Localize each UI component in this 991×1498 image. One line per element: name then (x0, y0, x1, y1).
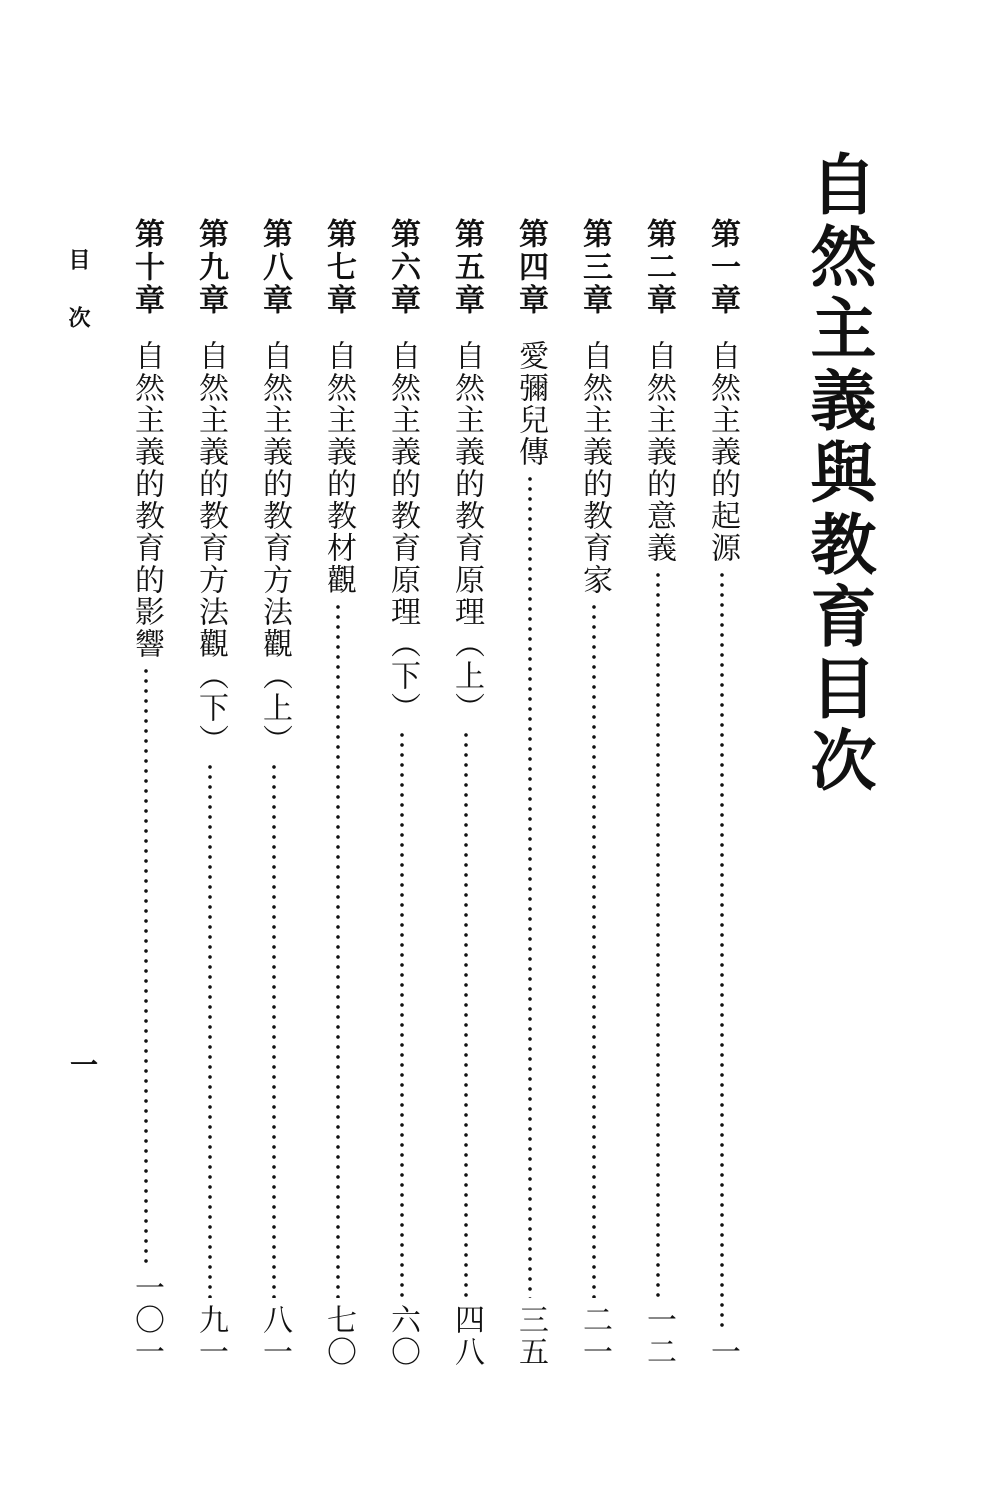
dot-leader (464, 730, 468, 1298)
chapter-title: 愛彌兒傳 (513, 340, 548, 468)
chapter-number: 第九章 (193, 218, 228, 317)
page-number: 二一 (577, 1304, 612, 1368)
chapter-title: 自然主義的教育的影響 (129, 340, 164, 660)
toc-entry-1 (700, 218, 744, 1368)
toc-entry-5 (444, 218, 488, 1368)
chapter-title: 自然主義的起源 (705, 340, 740, 564)
dot-leader (272, 762, 276, 1298)
page-number: 六〇 (385, 1304, 420, 1368)
chapter-number: 第十章 (129, 218, 164, 317)
chapter-title: 自然主義的教材觀 (321, 340, 356, 596)
toc-entry-6 (380, 218, 424, 1368)
dot-leader (144, 666, 148, 1266)
chapter-number: 第六章 (385, 218, 420, 317)
dot-leader (720, 570, 724, 1330)
chapter-number: 第八章 (257, 218, 292, 317)
chapter-title: 自然主義的教育原理（上） (449, 340, 484, 724)
page-number: 八一 (257, 1304, 292, 1368)
page-number: 七〇 (321, 1304, 356, 1368)
running-head: 目次 (65, 248, 91, 364)
chapter-title: 自然主義的教育原理（下） (385, 340, 420, 724)
chapter-number: 第七章 (321, 218, 356, 317)
page-number: 一 (705, 1336, 740, 1368)
toc-entry-8 (252, 218, 296, 1368)
chapter-title: 自然主義的教育方法觀（下） (193, 340, 228, 756)
chapter-number: 第四章 (513, 218, 548, 317)
dot-leader (592, 602, 596, 1298)
chapter-number: 第五章 (449, 218, 484, 317)
page-number: 九一 (193, 1304, 228, 1368)
dot-leader (528, 474, 532, 1298)
page-number: 一二 (641, 1304, 676, 1368)
dot-leader (336, 602, 340, 1298)
toc-entry-3 (572, 218, 616, 1368)
chapter-number: 第二章 (641, 218, 676, 317)
dot-leader (208, 762, 212, 1298)
dot-leader (656, 570, 660, 1298)
toc-entry-2 (636, 218, 680, 1368)
page-title: 自然主義與教育目次 (799, 150, 877, 798)
page-number: 三五 (513, 1304, 548, 1368)
chapter-title: 自然主義的意義 (641, 340, 676, 564)
toc-entry-7 (316, 218, 360, 1368)
chapter-title: 自然主義的教育家 (577, 340, 612, 596)
toc-entry-10 (124, 218, 168, 1368)
chapter-number: 第三章 (577, 218, 612, 317)
chapter-title: 自然主義的教育方法觀（上） (257, 340, 292, 756)
page-number: 四八 (449, 1304, 484, 1368)
toc-entry-4 (508, 218, 552, 1368)
dot-leader (400, 730, 404, 1298)
page-number: 一〇一 (129, 1272, 164, 1368)
folio-page-number: 一 (66, 1050, 99, 1078)
chapter-number: 第一章 (705, 218, 740, 317)
toc-entry-9 (188, 218, 232, 1368)
